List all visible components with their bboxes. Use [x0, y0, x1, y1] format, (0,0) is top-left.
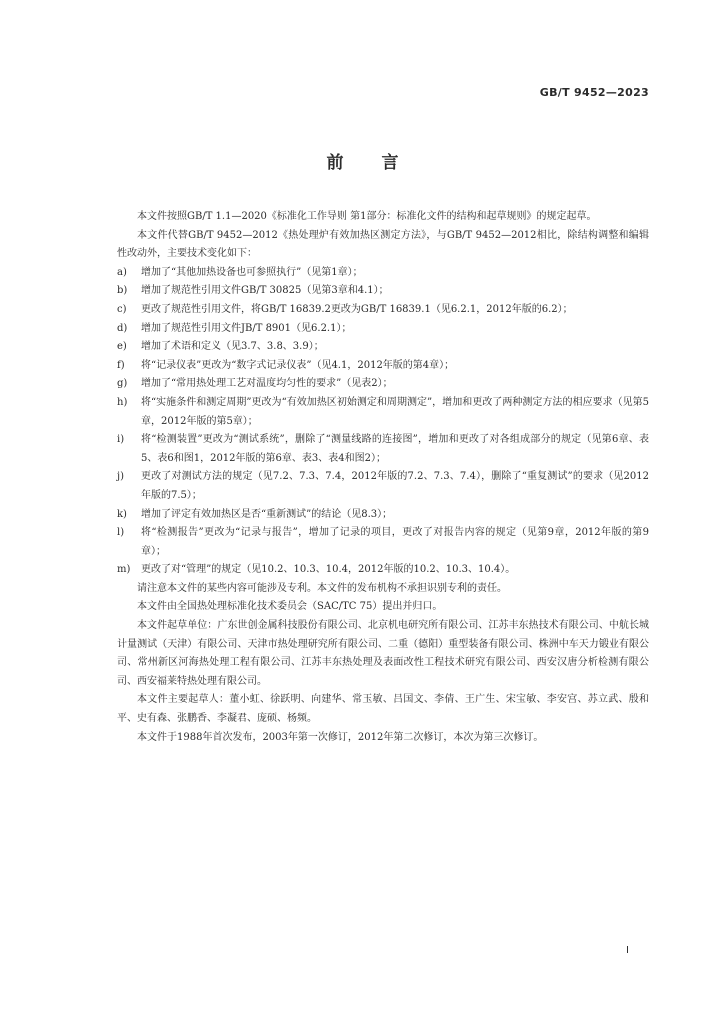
- list-item: [117, 320, 649, 339]
- list-item-text: 增加了“常用热处理工艺对温度均匀性的要求”（见表2）；: [141, 378, 393, 390]
- list-item-label: g): [117, 378, 128, 390]
- committee-paragraph: 本文件由全国热处理标准化技术委员会（SAC/TC 75）提出并归口。: [137, 601, 443, 613]
- page-number: I: [626, 945, 629, 956]
- list-item-label: k): [117, 508, 127, 520]
- list-item: [117, 282, 649, 301]
- list-item: [117, 524, 649, 561]
- list-item-label: d): [117, 322, 128, 334]
- drafters-paragraph: 本文件主要起草人：董小虹、徐跃明、向建华、常玉敏、吕国文、李倩、王广生、宋宝敏、李安宫、苏立武、殷和平、史有森、张鹏香、李凝君、庞硕、杨频。: [117, 694, 649, 725]
- list-item-text: 增加了术语和定义（见3.7、3.8、3.9）；: [141, 341, 324, 353]
- changes-list: [117, 264, 649, 580]
- intro-paragraph: 本文件代替GB/T 9452—2012《热处理炉有效加热区测定方法》，与GB/T 9452—2012相比，除结构调整和编辑性改动外，主要技术变化如下：: [117, 229, 649, 260]
- list-item-label: l): [117, 527, 125, 539]
- list-item: [117, 561, 649, 580]
- list-item-label: f): [117, 359, 125, 371]
- list-item-label: e): [117, 341, 127, 353]
- list-item: [117, 338, 649, 357]
- list-item: [117, 264, 649, 283]
- list-item: [117, 431, 649, 468]
- history-paragraph: 本文件于1988年首次发布，2003年第一次修订，2012年第二次修订，本次为第三次修订。: [137, 731, 544, 743]
- list-item-text: 更改了规范性引用文件，将GB/T 16839.2更改为GB/T 16839.1（见6.2.1，2012年版的6.2）；: [141, 303, 573, 315]
- intro-paragraph: 本文件按照GB/T 1.1—2020《标准化工作导则 第1部分：标准化文件的结构和起草规则》的规定起草。: [137, 211, 597, 222]
- list-item-text: 增加了评定有效加热区是否“重新测试”的结论（见8.3）；: [141, 508, 393, 520]
- list-item-label: h): [117, 396, 128, 408]
- list-item-label: c): [117, 303, 127, 315]
- list-item-text: 增加了“其他加热设备也可参照执行”（见第1章）；: [141, 266, 363, 278]
- list-item-text: 更改了对测试方法的规定（见7.2、7.3、7.4，2012年版的7.2、7.3、7.4），删除了“重复测试”的要求（见2012年版的7.5）；: [141, 471, 649, 501]
- patent-notice: 请注意本文件的某些内容可能涉及专利。本文件的发布机构不承担识别专利的责任。: [137, 582, 507, 594]
- list-item-label: j): [117, 471, 125, 483]
- list-item-label: b): [117, 285, 128, 297]
- list-item: [117, 506, 649, 525]
- list-item-text: 增加了规范性引用文件GB/T 30825（见第3章和4.1）；: [141, 285, 389, 297]
- list-item-label: i): [117, 434, 125, 446]
- document-body: [117, 208, 649, 747]
- drafting-units-paragraph: 本文件起草单位：广东世创金属科技股份有限公司、北京机电研究所有限公司、江苏丰东热技术有限公司、中航长城计量测试（天津）有限公司、天津市热处理研究所有限公司、二重（德阳）重型装备有限公司、株洲中车天力锻业有限公司、常州新区河海热处理工程有限公司、江苏丰东热处理及表面改性工程技术研究有限公司、西安汉唐分析检测有限公司、西安福莱特热处理有限公司。: [117, 620, 649, 687]
- list-item-text: 将“检测装置”更改为“测试系统”，删除了“测量线路的连接图”，增加和更改了对各组成部分的规定（见第6章、表5、表6和图1，2012年版的第6章、表3、表4和图2）；: [141, 434, 649, 464]
- list-item: [117, 357, 649, 376]
- page-title: 前言: [326, 153, 437, 173]
- list-item-label: a): [117, 266, 127, 278]
- list-item: [117, 394, 649, 431]
- list-item-text: 将“实施条件和测定周期”更改为“有效加热区初始测定和周期测定”，增加和更改了两种测定方法的相应要求（见第5章，2012年版的第5章）；: [141, 396, 649, 427]
- list-item: [117, 468, 649, 505]
- list-item: [117, 375, 649, 394]
- list-item-text: 增加了规范性引用文件JB/T 8901（见6.2.1）；: [141, 322, 352, 334]
- standard-number: GB/T 9452—2023: [539, 86, 649, 99]
- list-item-text: 更改了对“管理”的规定（见10.2、10.3、10.4，2012年版的10.2、10.3、10.4）。: [141, 564, 516, 576]
- list-item-text: 将“检测报告”更改为“记录与报告”，增加了记录的项目，更改了对报告内容的规定（见第9章，2012年版的第9章）；: [141, 527, 649, 557]
- list-item-label: m): [117, 564, 131, 576]
- list-item: [117, 301, 649, 320]
- list-item-text: 将“记录仪表”更改为“数字式记录仪表”（见4.1，2012年版的第4章）；: [141, 359, 455, 371]
